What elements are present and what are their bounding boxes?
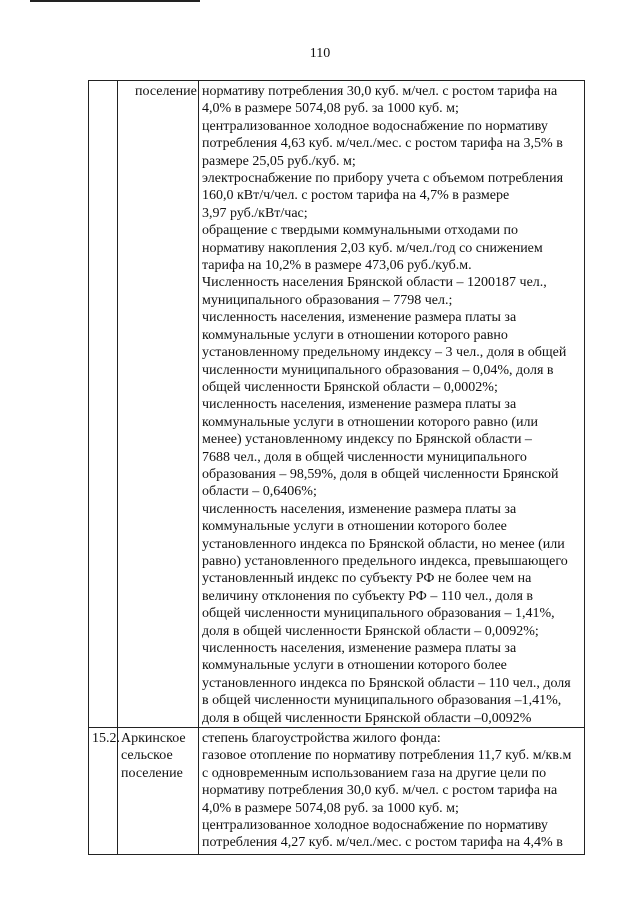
table-row <box>89 728 585 855</box>
row-number-cell: 15.2. <box>89 728 118 855</box>
settlement-name-line: поселение <box>135 84 197 99</box>
description-line: численность населения, изменение размера платы за <box>202 397 517 413</box>
description-line: муниципального образования – 7798 чел.; <box>202 292 453 308</box>
description-line: установленный индекс по субъекту РФ не более чем на <box>202 571 532 587</box>
description-line: доля в общей численности Брянской области – 0,0092%; <box>202 623 539 639</box>
description-line: размере 25,05 руб./куб. м; <box>202 153 356 169</box>
description-line: образования – 98,59%, доля в общей численности Брянской <box>202 466 559 482</box>
description-cell <box>199 728 585 855</box>
top-rule <box>30 0 200 2</box>
description-line: численность населения, изменение размера платы за <box>202 641 517 656</box>
description-line: доля в общей численности Брянской области –0,0092% <box>202 710 532 726</box>
description-line: 7688 чел., доля в общей численности муниципального <box>202 449 527 465</box>
description-line: в общей численности муниципального образования –1,41%, <box>202 693 562 709</box>
settlement-name-line: поселение <box>121 765 183 781</box>
description-line: коммунальные услуги в отношении которого равно (или <box>202 414 538 430</box>
description-line: с одновременным использованием газа на другие цели по <box>202 765 547 781</box>
description-line: численность населения, изменение размера платы за <box>202 310 517 326</box>
description-line: электроснабжение по прибору учета с объемом потребления <box>202 171 564 187</box>
description-line: численности муниципального образования – 0,04%, доля в <box>202 362 554 378</box>
description-line: коммунальные услуги в отношении которого равно <box>202 327 508 343</box>
description-line: величину отклонения по субъекту РФ – 110 чел., доля в <box>202 588 534 604</box>
description-line: обращение с твердыми коммунальными отходами по <box>202 223 518 239</box>
description-line: менее) установленному индексу по Брянской области – <box>202 432 532 448</box>
tariff-table <box>88 80 585 855</box>
description-line: Численность населения Брянской области – 1200187 чел., <box>202 275 547 291</box>
description-line: 3,97 руб./кВт/час; <box>202 205 308 221</box>
description-line: общей численности Брянской области – 0,0002%; <box>202 379 498 395</box>
row-number-cell <box>89 81 118 728</box>
description-line: равно) установленного предельного индекса, превышающего <box>202 553 568 569</box>
description-line: общей численности муниципального образования – 1,41%, <box>202 606 555 622</box>
settlement-name-line: сельское <box>121 748 173 764</box>
description-line: установленного индекса по Брянской области, но менее (или <box>202 536 565 552</box>
description-line: 160,0 кВт/ч/чел. с ростом тарифа на 4,7% в размере <box>202 188 510 204</box>
settlement-name-line: Аркинское <box>121 731 186 747</box>
description-line: коммунальные услуги в отношении которого более <box>202 658 507 674</box>
description-line: коммунальные услуги в отношении которого более <box>202 519 507 535</box>
description-line: централизованное холодное водоснабжение по нормативу <box>202 818 548 834</box>
description-line: потребления 4,63 куб. м/чел./мес. с ростом тарифа на 3,5% в <box>202 136 563 152</box>
description-line: потребления 4,27 куб. м/чел./мес. с ростом тарифа на 4,4% в <box>202 835 563 851</box>
description-line: степень благоустройства жилого фонда: <box>202 731 441 747</box>
table-row <box>89 81 585 728</box>
description-line: установленному предельному индексу – 3 чел., доля в общей <box>202 345 567 361</box>
settlement-name-cell <box>118 81 199 728</box>
description-line: 4,0% в размере 5074,08 руб. за 1000 куб. м; <box>202 101 459 117</box>
description-line: нормативу потребления 30,0 куб. м/чел. с ростом тарифа на <box>202 783 558 799</box>
description-line: газовое отопление по нормативу потребления 11,7 куб. м/кв.м <box>202 748 572 764</box>
description-cell <box>199 81 585 728</box>
page-number: 110 <box>309 46 331 61</box>
description-line: области – 0,6406%; <box>202 484 317 500</box>
description-line: установленного индекса по Брянской области – 110 чел., доля <box>202 675 571 691</box>
description-line: нормативу накопления 2,03 куб. м/чел./год со снижением <box>202 240 543 256</box>
description-line: нормативу потребления 30,0 куб. м/чел. с ростом тарифа на <box>202 84 558 99</box>
description-line: численность населения, изменение размера платы за <box>202 501 517 517</box>
description-line: централизованное холодное водоснабжение по нормативу <box>202 118 548 134</box>
description-line: 4,0% в размере 5074,08 руб. за 1000 куб. м; <box>202 800 459 816</box>
description-line: тарифа на 10,2% в размере 473,06 руб./куб.м. <box>202 258 472 274</box>
settlement-name-cell <box>118 728 199 855</box>
